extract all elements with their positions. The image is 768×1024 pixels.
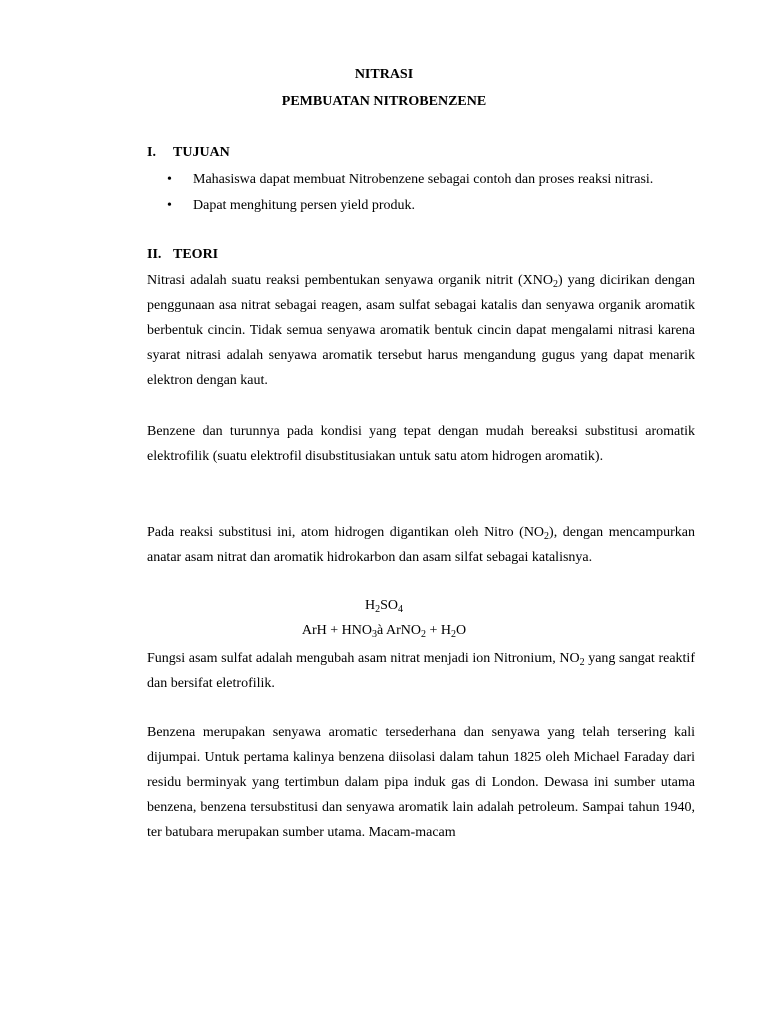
objectives-list — [167, 170, 653, 222]
bullet-icon: • — [167, 172, 172, 187]
bullet-icon: • — [167, 198, 172, 213]
paragraph-substitusi — [147, 520, 695, 570]
list-item-text: Mahasiswa dapat membuat Nitrobenzene sebagai contoh dan proses reaksi nitrasi. — [193, 172, 654, 187]
paragraph-text: yang sangat reaktif dan bersifat eletrofilik. — [147, 651, 695, 691]
section-title: TEORI — [173, 247, 219, 262]
subscript: 2 — [544, 531, 550, 542]
subscript: 3 — [372, 629, 378, 640]
list-item — [167, 196, 653, 222]
subscript: 2 — [552, 279, 558, 290]
subscript: 2 — [375, 604, 381, 615]
formula-text: H — [364, 598, 376, 613]
formula-text: à ArNO — [377, 623, 421, 638]
paragraph-benzene: Benzene dan turunnya pada kondisi yang tepat dengan mudah bereaksi substitusi aromatik elektrofilik (suatu elektrofil disubstitusiakan untuk satu atom hidrogen aromatik). — [147, 424, 695, 464]
subscript: 2 — [450, 629, 456, 640]
paragraph-text: ), dengan mencampurkan anatar asam nitrat dan aromatik hidrokarbon dan asam silfat sebagai katalisnya. — [147, 525, 696, 565]
subscript: 4 — [398, 604, 404, 615]
list-item — [167, 170, 653, 196]
formula-text: ArH + HNO — [301, 623, 373, 638]
subscript: 2 — [420, 629, 426, 640]
paragraph-text: Fungsi asam sulfat adalah mengubah asam nitrat menjadi ion Nitronium, NO — [147, 651, 580, 666]
paragraph-fungsi-asam-sulfat — [147, 646, 695, 696]
paragraph-nitrasi — [147, 268, 695, 393]
formula-text: SO — [380, 598, 399, 613]
reaction-equation — [0, 623, 768, 639]
paragraph-benzena-sejarah: Benzena merupakan senyawa aromatic tersederhana dan senyawa yang telah tersering kali dijumpai. Untuk pertama kalinya benzena diisolasi dalam tahun 1825 oleh Michael Faraday dari residu berminyak yang tertimbun dalam pipa induk gas di London. Dewasa ini sumber utama benzena, benzena tersubstitusi dan senyawa aromatik lain adalah petroleum. Sampai tahun 1940, ter batubara merupakan sumber utama. Macam-macam — [147, 725, 695, 840]
list-item-text: Dapat menghitung persen yield produk. — [193, 198, 416, 213]
section-heading-teori — [147, 247, 218, 263]
section-title: TUJUAN — [173, 145, 230, 160]
paragraph-text: Pada reaksi substitusi ini, atom hidrogen digantikan oleh Nitro (NO — [147, 525, 545, 540]
document-title: NITRASI — [354, 67, 414, 82]
paragraph-text: Nitrasi adalah suatu reaksi pembentukan senyawa organik nitrit (XNO — [147, 273, 553, 288]
paragraph-text: ) yang dicirikan dengan penggunaan asa nitrat sebagai reagen, asam sulfat sebagai katalis dan senyawa organik aromatik berbentuk cincin. Tidak semua senyawa aromatik bentuk cincin dapat mengalami nitrasi karena syarat nitrasi adalah senyawa aromatik tersebut harus mengandung gugus yang dapat menarik elektron dengan kaut. — [147, 273, 696, 388]
section-number: I. — [147, 145, 156, 160]
document-subtitle: PEMBUATAN NITROBENZENE — [281, 94, 487, 109]
section-number: II. — [147, 247, 162, 262]
formula-text: + H — [425, 623, 451, 638]
formula-text: O — [455, 623, 467, 638]
equation-catalyst — [0, 598, 768, 614]
section-heading-tujuan — [147, 145, 230, 161]
subscript: 2 — [579, 657, 585, 668]
